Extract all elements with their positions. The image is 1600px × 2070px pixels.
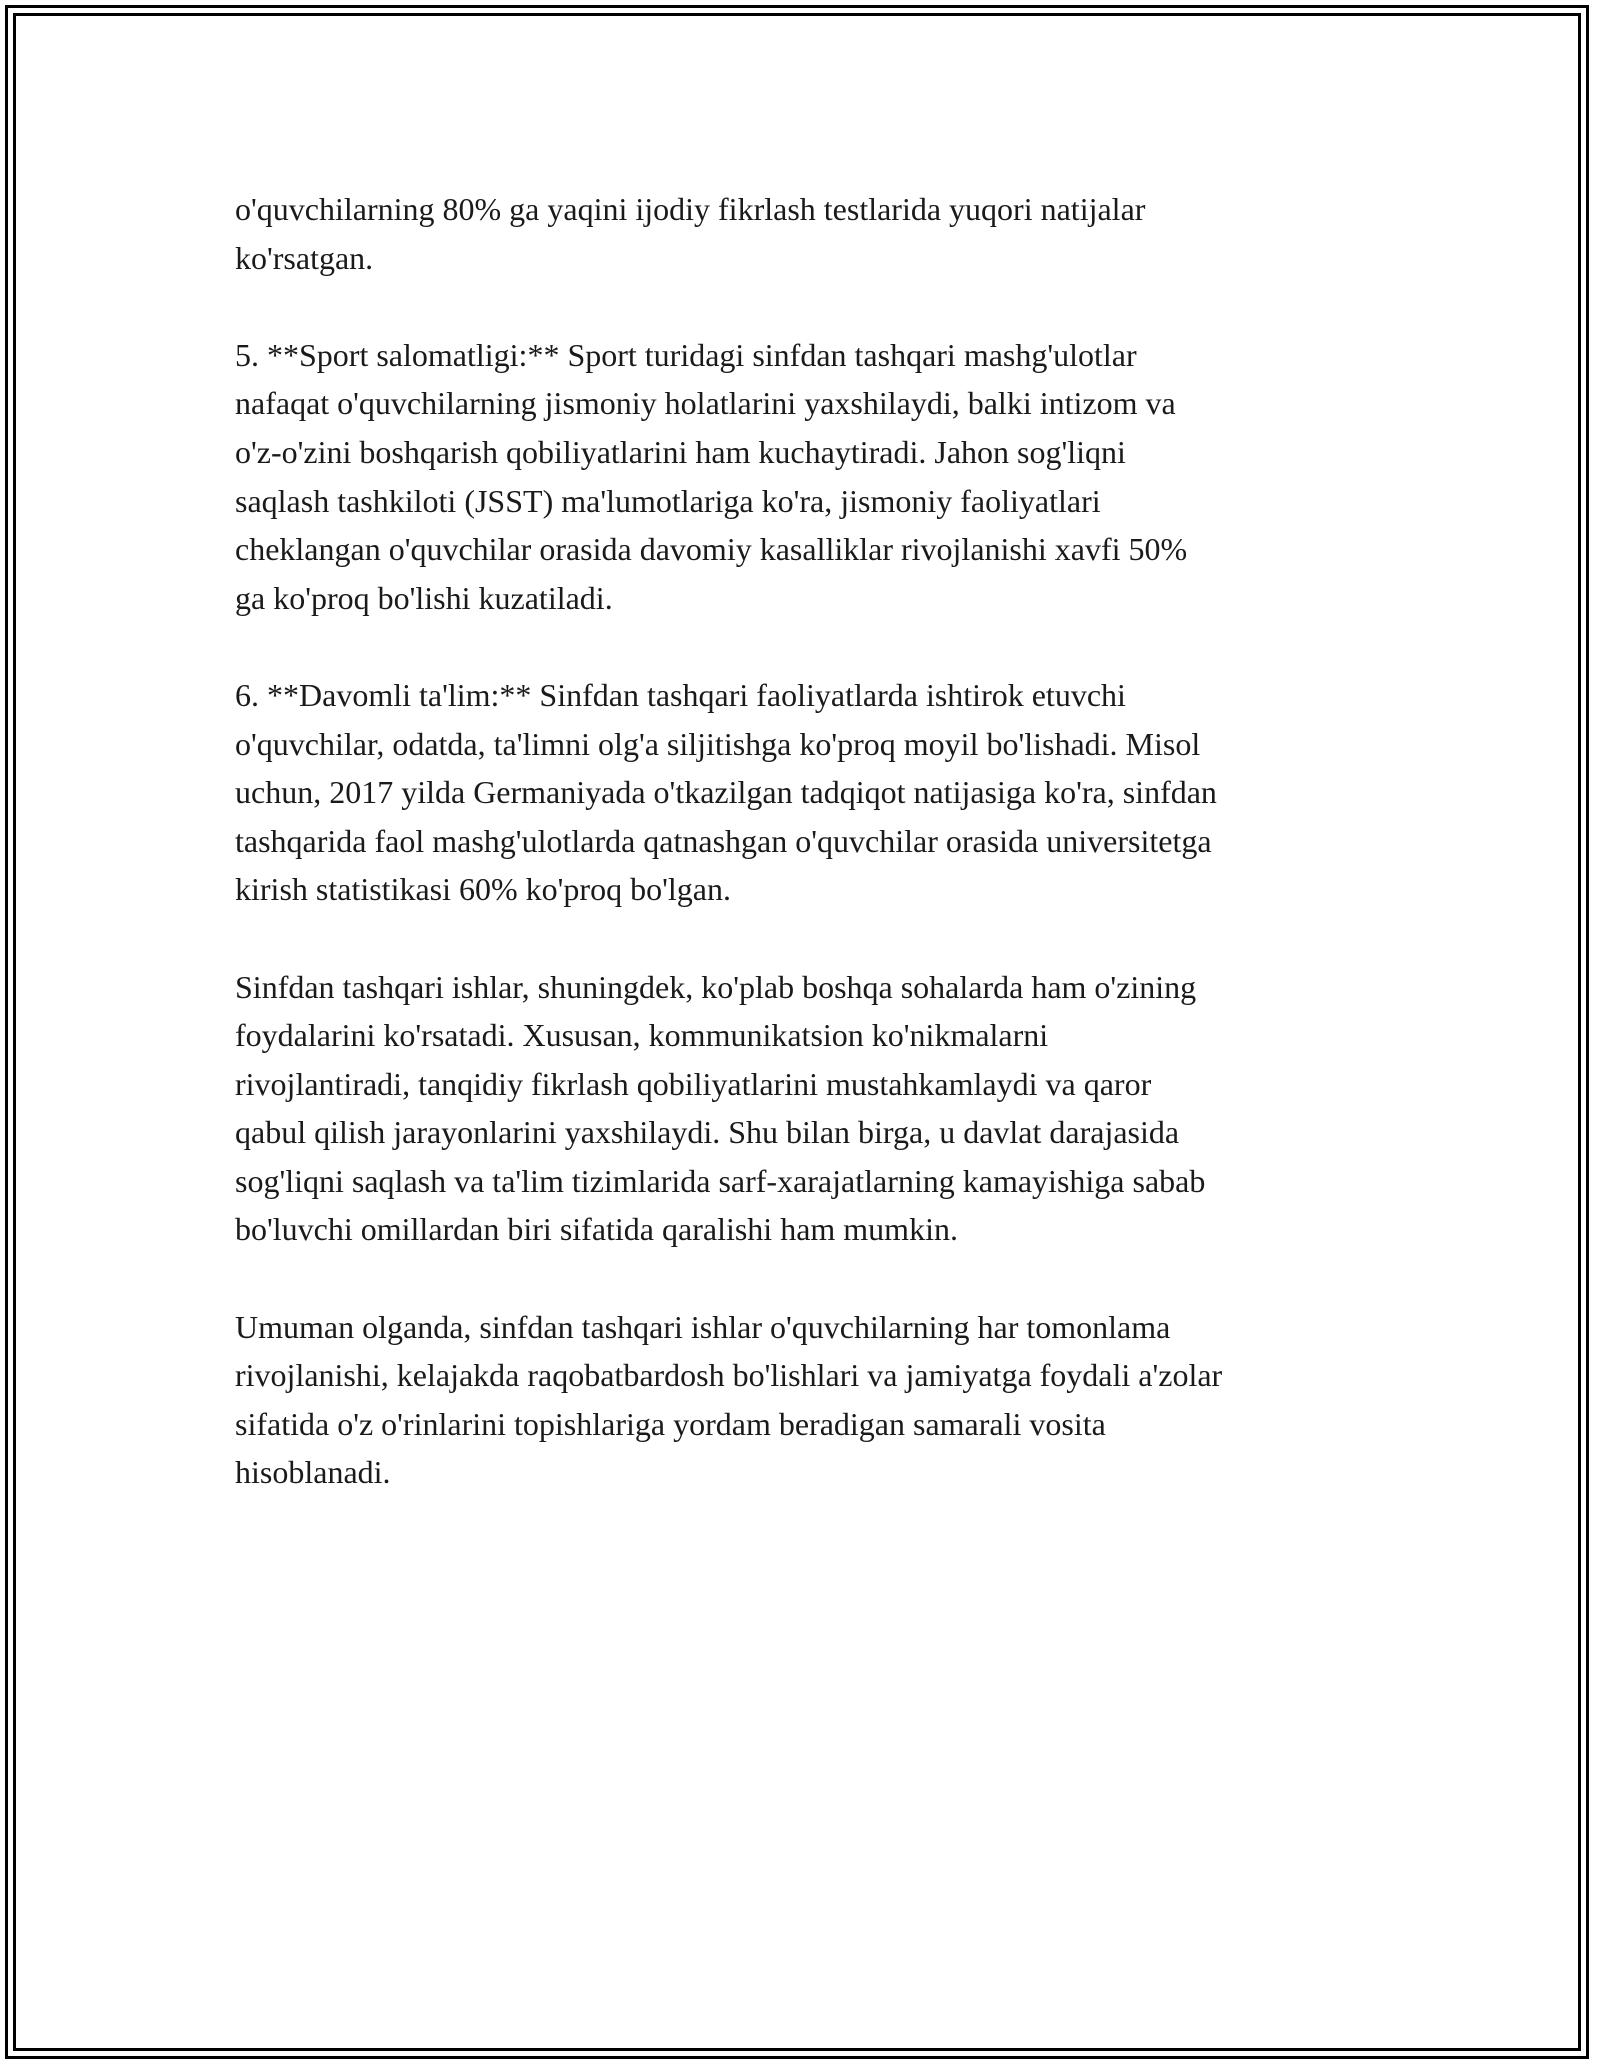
text-line: saqlash tashkiloti (JSST) ma'lumotlariga ko'ra, jismoniy faoliyatlari <box>235 482 1101 519</box>
text-line: rivojlanishi, kelajakda raqobatbardosh bo'lishlari va jamiyatga foydali a'zolar <box>235 1357 1223 1394</box>
text-line: qabul qilish jarayonlarini yaxshilaydi. Shu bilan birga, u davlat darajasida <box>235 1114 1180 1151</box>
document-body <box>235 185 1385 1497</box>
text-line: foydalarini ko'rsatadi. Xususan, kommunikatsion ko'nikmalarni <box>235 1017 1049 1054</box>
text-line: uchun, 2017 yilda Germaniyada o'tkazilgan tadqiqot natijasiga ko'ra, sinfdan <box>235 774 1217 811</box>
paragraph-davomli-talim <box>235 671 1385 914</box>
text-line: o'quvchilarning 80% ga yaqini ijodiy fikrlash testlarida yuqori natijalar <box>235 191 1146 227</box>
text-line: ga ko'proq bo'lishi kuzatiladi. <box>235 579 613 616</box>
paragraph-boshqa-sohalar <box>235 963 1385 1255</box>
paragraph-continuation <box>235 185 1385 282</box>
text-line: Umuman olganda, sinfdan tashqari ishlar o'quvchilarning har tomonlama <box>235 1308 1171 1345</box>
text-line: o'quvchilar, odatda, ta'limni olg'a siljitishga ko'proq moyil bo'lishadi. Misol <box>235 725 1201 762</box>
paragraph-spacer <box>235 914 1385 963</box>
text-line: 6. **Davomli ta'lim:** Sinfdan tashqari faoliyatlarda ishtirok etuvchi <box>235 676 1126 713</box>
text-line: hisoblanadi. <box>235 1454 391 1491</box>
paragraph-xulosa <box>235 1303 1385 1497</box>
text-line: bo'luvchi omillardan biri sifatida qaralishi ham mumkin. <box>235 1211 958 1248</box>
text-line: Sinfdan tashqari ishlar, shuningdek, ko'plab boshqa sohalarda ham o'zining <box>235 968 1197 1005</box>
text-line: cheklangan o'quvchilar orasida davomiy kasalliklar rivojlanishi xavfi 50% <box>235 531 1188 568</box>
paragraph-spacer <box>235 282 1385 331</box>
text-line: sifatida o'z o'rinlarini topishlariga yordam beradigan samarali vosita <box>235 1405 1106 1442</box>
text-line: tashqarida faol mashg'ulotlarda qatnashgan o'quvchilar orasida universitetga <box>235 822 1212 859</box>
text-line: rivojlantiradi, tanqidiy fikrlash qobiliyatlarini mustahkamlaydi va qaror <box>235 1065 1152 1102</box>
text-line: o'z-o'zini boshqarish qobiliyatlarini ham kuchaytiradi. Jahon sog'liqni <box>235 433 1126 470</box>
text-line: nafaqat o'quvchilarning jismoniy holatlarini yaxshilaydi, balki intizom va <box>235 385 1176 422</box>
text-line: 5. **Sport salomatligi:** Sport turidagi sinfdan tashqari mashg'ulotlar <box>235 336 1137 373</box>
text-line: ko'rsatgan. <box>235 239 374 276</box>
paragraph-spacer <box>235 1254 1385 1303</box>
text-line: sog'liqni saqlash va ta'lim tizimlarida sarf-xarajatlarning kamayishiga sabab <box>235 1162 1206 1199</box>
paragraph-spacer <box>235 622 1385 671</box>
paragraph-sport-salomatligi <box>235 331 1385 623</box>
text-line: kirish statistikasi 60% ko'proq bo'lgan. <box>235 871 731 908</box>
